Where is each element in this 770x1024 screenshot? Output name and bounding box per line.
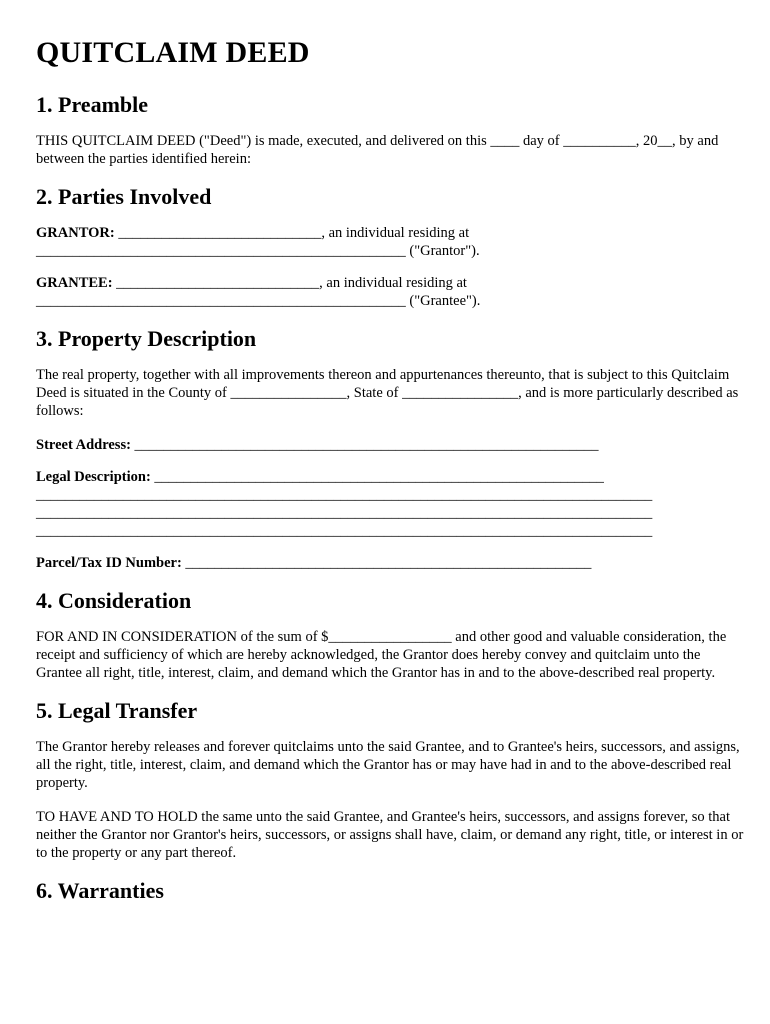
legal-description-blank: ______________________________________________________________	[150, 469, 604, 485]
grantor-address-blank: ___________________________________________________ ("Grantor").	[36, 243, 480, 259]
parcel-id-line	[36, 554, 744, 572]
section-warranties	[36, 878, 744, 904]
section-heading: 5. Legal Transfer	[36, 698, 198, 723]
section-parties	[36, 184, 744, 310]
property-paragraph: The real property, together with all improvements thereon and appurtenances thereunto, that is subject to this Quitclaim Deed is situated in the County of ________________, State of ________________, and is more particularly described as follows:	[36, 367, 739, 419]
grantor-line-1	[36, 224, 744, 242]
section-heading: 4. Consideration	[36, 588, 192, 613]
section-heading: 1. Preamble	[36, 92, 149, 117]
street-address-line	[36, 436, 744, 454]
section-property-description	[36, 326, 744, 572]
document-title: QUITCLAIM DEED	[36, 36, 310, 69]
consideration-paragraph: FOR AND IN CONSIDERATION of the sum of $_________________ and other good and valuable consideration, the receipt and sufficiency of which are hereby acknowledged, the Grantor does hereby convey and quitclaim unto the Grantee all right, title, interest, claim, and demand which the Grantor has in and to the above-described real property.	[36, 629, 727, 681]
grantee-name-blank: ____________________________, an individual residing at	[112, 275, 467, 291]
legal-description-label: Legal Description:	[36, 469, 151, 485]
legal-description-blank-line: _____________________________________________________________________________________	[36, 487, 653, 503]
habendum-paragraph: TO HAVE AND TO HOLD the same unto the said Grantee, and Grantee's heirs, successors, and assigns forever, so that neither the Grantor nor Grantor's heirs, successors, or assigns shall have, claim, or demand any right, title, or interest in or to the property or any part thereof.	[36, 809, 744, 861]
transfer-paragraph: The Grantor hereby releases and forever quitclaims unto the said Grantee, and to Grantee's heirs, successors, and assigns, all the right, title, interest, claim, and demand which the Grantor has or may have had in and to the above-described real property.	[36, 739, 740, 791]
parcel-id-label: Parcel/Tax ID Number:	[36, 555, 182, 571]
grantee-address-blank: ___________________________________________________ ("Grantee").	[36, 293, 481, 309]
legal-description-line	[36, 468, 744, 486]
street-address-label: Street Address:	[36, 437, 131, 453]
preamble-paragraph: THIS QUITCLAIM DEED ("Deed") is made, executed, and delivered on this ____ day of __________, 20__, by and between the parties identified herein:	[36, 133, 719, 167]
grantor-label: GRANTOR:	[36, 225, 115, 241]
legal-description-blank-line: _____________________________________________________________________________________	[36, 505, 653, 521]
grantee-label: GRANTEE:	[36, 275, 113, 291]
section-consideration	[36, 588, 744, 682]
legal-description-blank-line: _____________________________________________________________________________________	[36, 523, 653, 539]
parcel-id-blank: ________________________________________________________	[181, 555, 592, 571]
grantee-line-1	[36, 274, 744, 292]
section-heading: 2. Parties Involved	[36, 184, 212, 209]
section-legal-transfer	[36, 698, 744, 862]
section-preamble	[36, 92, 744, 168]
street-address-blank: ________________________________________________________________	[130, 437, 599, 453]
section-heading: 3. Property Description	[36, 326, 257, 351]
section-heading: 6. Warranties	[36, 878, 164, 903]
grantor-name-blank: ____________________________, an individual residing at	[114, 225, 470, 241]
